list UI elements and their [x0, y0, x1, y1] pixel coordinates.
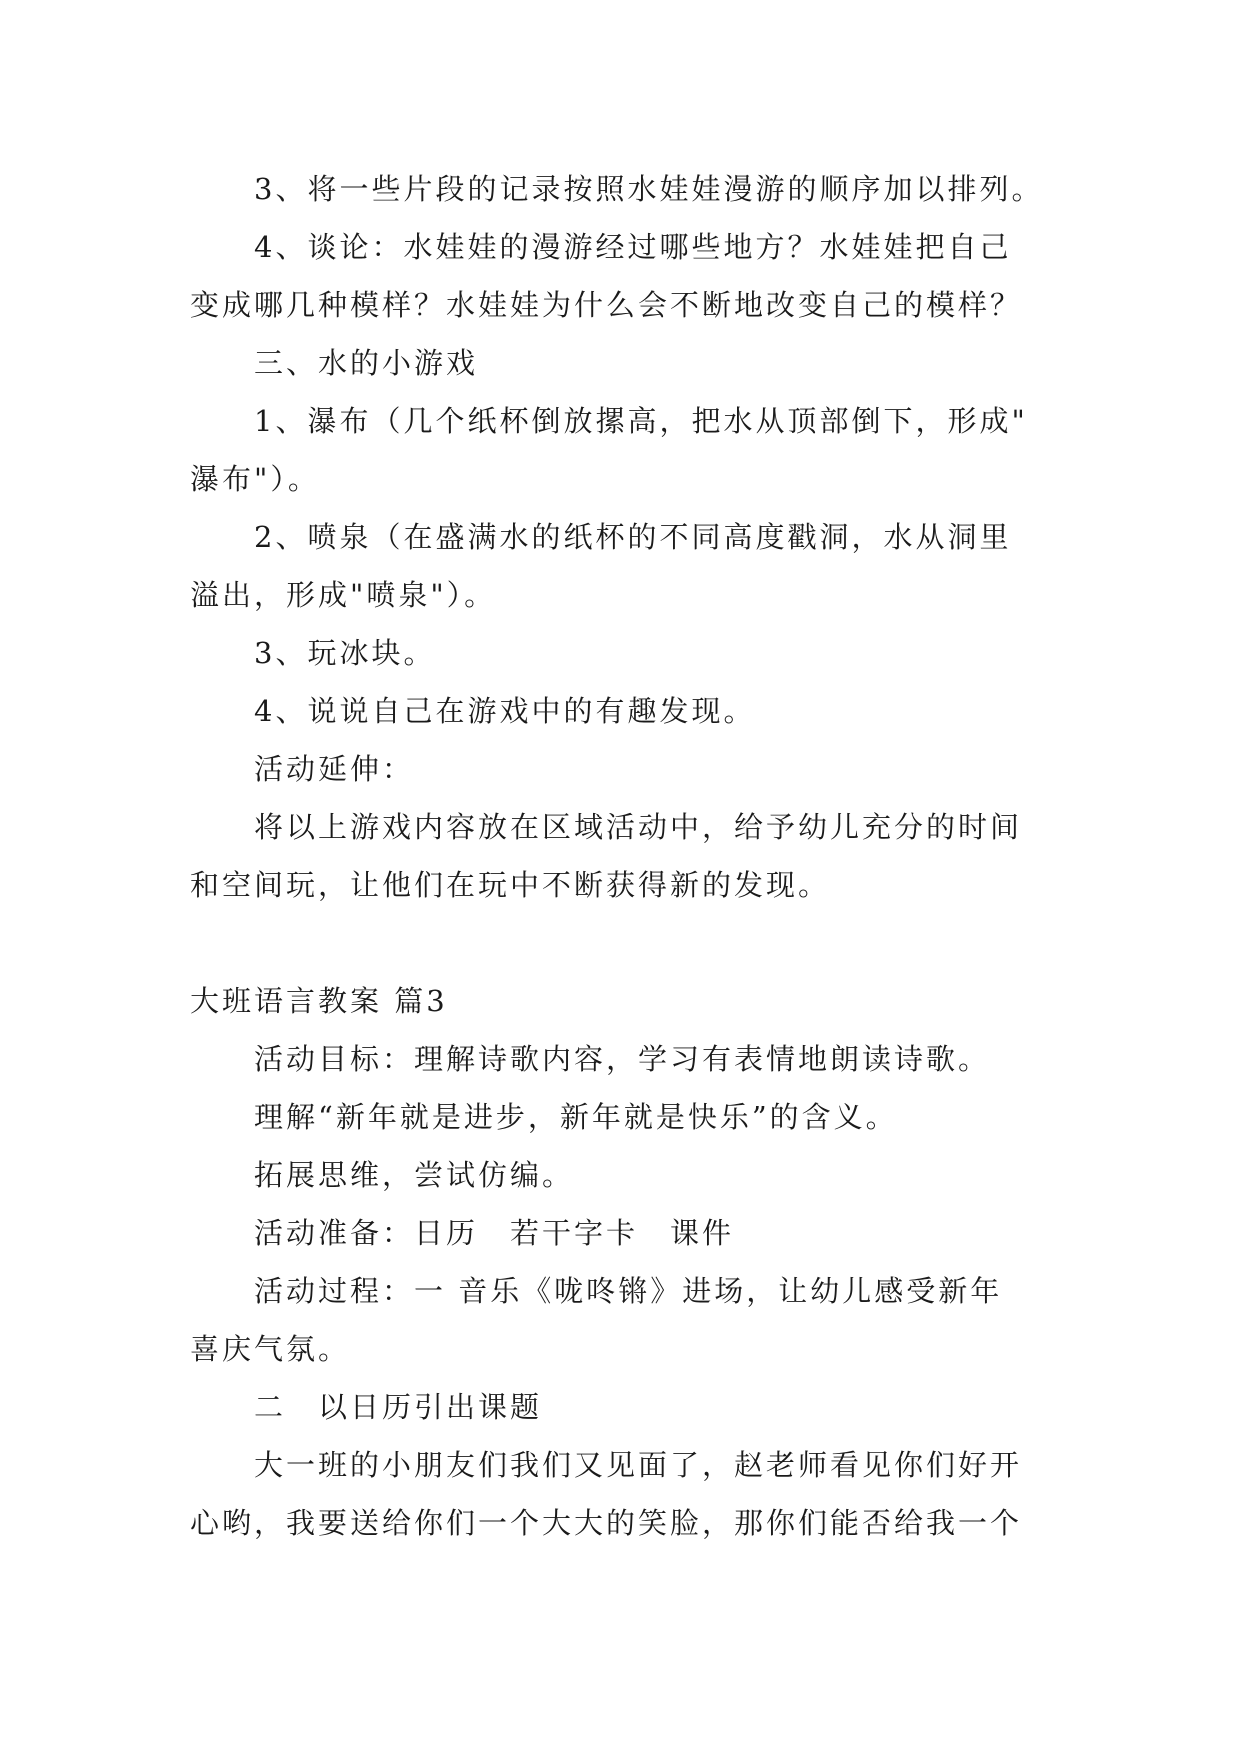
- paragraph-line: 变成哪几种模样？水娃娃为什么会不断地改变自己的模样？: [190, 288, 1023, 322]
- paragraph-line: 大一班的小朋友们我们又见面了，赵老师看见你们好开: [254, 1448, 1023, 1482]
- paragraph-line: 4、说说自己在游戏中的有趣发现。: [254, 694, 756, 728]
- paragraph-line: 溢出，形成"喷泉"）。: [190, 578, 497, 612]
- paragraph-line: 2、喷泉（在盛满水的纸杯的不同高度戳洞，水从洞里: [254, 520, 1012, 554]
- section-heading: 三、水的小游戏: [254, 346, 479, 380]
- section-heading: 活动延伸：: [254, 752, 415, 786]
- paragraph-line: 理解“新年就是进步，新年就是快乐”的含义。: [254, 1100, 898, 1134]
- paragraph-line: 拓展思维，尝试仿编。: [254, 1158, 575, 1192]
- document-heading: 大班语言教案 篇3: [190, 984, 448, 1018]
- paragraph-line: 瀑布"）。: [190, 462, 320, 496]
- document-body: [190, 160, 1070, 1552]
- spacer: [190, 914, 1070, 972]
- paragraph-line: 活动过程：一 音乐《咙咚锵》进场，让幼儿感受新年: [254, 1274, 1003, 1308]
- paragraph-line: 喜庆气氛。: [190, 1332, 351, 1366]
- paragraph-line: 活动准备：日历 若干字卡 课件: [254, 1216, 735, 1250]
- paragraph-line: 和空间玩，让他们在玩中不断获得新的发现。: [190, 868, 831, 902]
- paragraph-line: 1、瀑布（几个纸杯倒放摞高，把水从顶部倒下，形成": [254, 404, 1028, 438]
- paragraph-line: 心哟，我要送给你们一个大大的笑脸，那你们能否给我一个: [190, 1506, 1023, 1540]
- paragraph-line: 3、将一些片段的记录按照水娃娃漫游的顺序加以排列。: [254, 172, 1044, 206]
- paragraph-line: 4、谈论：水娃娃的漫游经过哪些地方？水娃娃把自己: [254, 230, 1012, 264]
- paragraph-line: 3、玩冰块。: [254, 636, 436, 670]
- section-heading: 二 以日历引出课题: [254, 1390, 543, 1424]
- paragraph-line: 活动目标：理解诗歌内容，学习有表情地朗读诗歌。: [254, 1042, 991, 1076]
- paragraph-line: 将以上游戏内容放在区域活动中，给予幼儿充分的时间: [254, 810, 1023, 844]
